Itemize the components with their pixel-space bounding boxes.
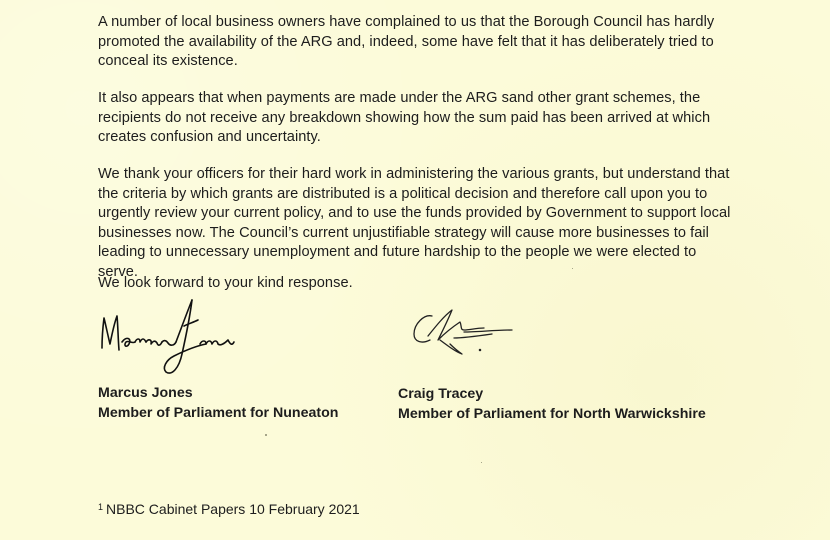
signatory-marcus-jones [98, 384, 338, 423]
signature-marcus-jones [96, 296, 246, 378]
paragraph-closing [98, 274, 738, 294]
paragraph-line: A number of local business owners have complained to us that the Borough Council has hardly [98, 14, 715, 30]
paragraph-line: We thank your officers for their hard work in administering the various grants, but understand that [98, 166, 730, 182]
signature-craig-tracey [408, 302, 528, 362]
signatory-title: Member of Parliament for Nuneaton [98, 404, 339, 421]
signatory-name: Craig Tracey [398, 386, 484, 402]
paragraph-line: the criteria by which grants are distributed is a political decision and therefore call upon you to [98, 185, 708, 202]
footnote [98, 500, 360, 518]
footnote-text: NBBC Cabinet Papers 10 February 2021 [106, 501, 360, 517]
paragraph-request [98, 165, 738, 282]
paragraph-payments [98, 89, 738, 148]
scan-speck [265, 434, 267, 436]
paragraph-line: businesses now. The Council’s current unjustifiable strategy will cause more businesses to fail [98, 224, 709, 241]
signatory-craig-tracey [398, 385, 706, 424]
paragraph-promotion [98, 13, 738, 72]
paragraph-line: recipients do not receive any breakdown showing how the sum paid has been arrived at which [98, 109, 711, 126]
paragraph-line: We look forward to your kind response. [98, 275, 353, 291]
paragraph-line: creates confusion and uncertainty. [98, 129, 321, 145]
paragraph-line: It also appears that when payments are made under the ARG sand other grant schemes, the [98, 90, 701, 106]
signatory-name: Marcus Jones [98, 385, 193, 401]
paragraph-line: urgently review your current policy, and to use the funds provided by Government to support local [98, 205, 731, 221]
scan-speck [481, 462, 482, 463]
signatory-title: Member of Parliament for North Warwickshire [398, 405, 706, 422]
paragraph-line: promoted the availability of the ARG and, indeed, some have felt that it has deliberately tried to [98, 33, 714, 50]
paragraph-line: leading to unnecessary unemployment and future hardship to the people we were elected to serve. [98, 244, 697, 280]
scan-speck [572, 268, 573, 269]
footnote-marker: 1 [98, 502, 104, 512]
paragraph-line: conceal its existence. [98, 53, 238, 69]
